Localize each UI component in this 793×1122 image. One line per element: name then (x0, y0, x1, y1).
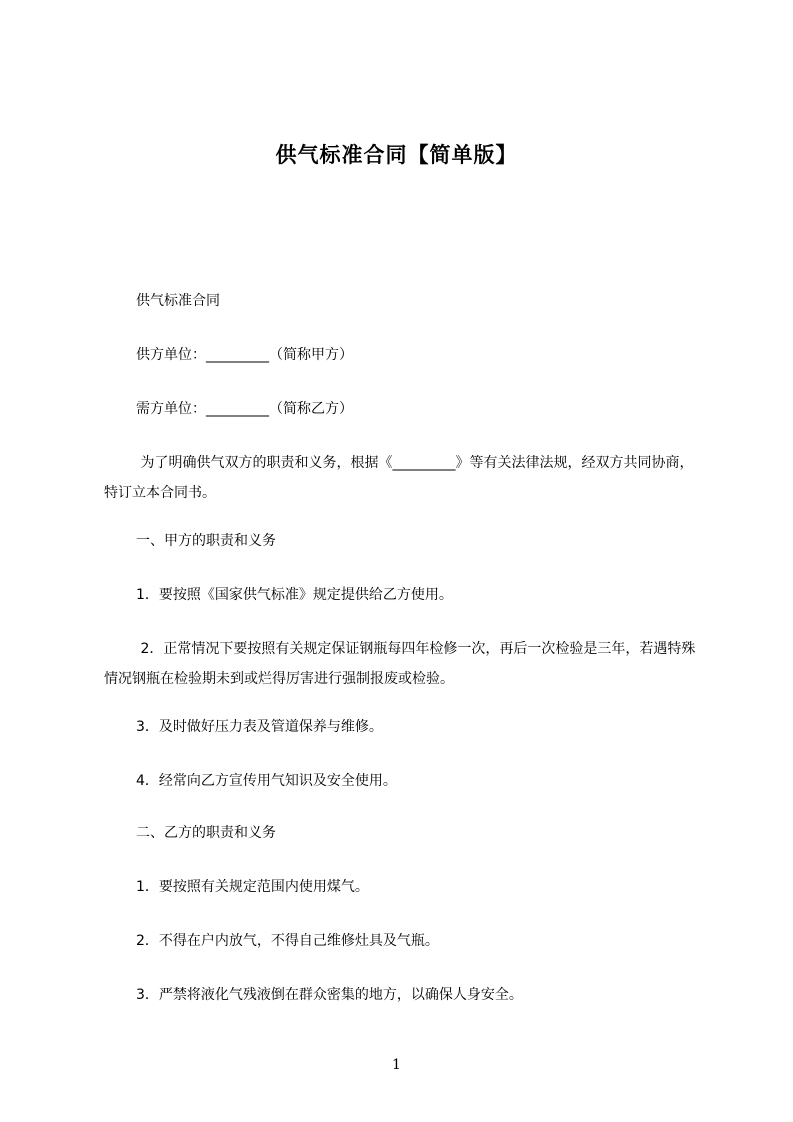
page-number: 1 (392, 1057, 401, 1073)
section-heading-party-b: 二、乙方的职责和义务 (136, 825, 276, 841)
paragraph-supplier: 供方单位：_________（简称甲方） (136, 347, 353, 363)
clause-a-3: 3．及时做好压力表及管道保养与维修。 (136, 719, 383, 735)
paragraph-buyer: 需方单位：_________（简称乙方） (136, 401, 353, 417)
document-title: 供气标准合同【简单版】 (275, 143, 518, 167)
section-heading-party-a: 一、甲方的职责和义务 (136, 533, 276, 549)
clause-b-1: 1．要按照有关规定范围内使用煤气。 (136, 879, 369, 895)
paragraph-contract-name: 供气标准合同 (136, 293, 220, 309)
clause-b-2: 2．不得在户内放气，不得自己维修灶具及气瓶。 (136, 933, 439, 949)
clause-a-4: 4．经常向乙方宣传用气知识及安全使用。 (136, 773, 397, 789)
clause-a-2: 2．正常情况下要按照有关规定保证钢瓶每四年检修一次，再后一次检验是三年，若遇特殊情况钢瓶在检验期未到或烂得厉害进行强制报废或检验。 (104, 641, 696, 687)
clause-a-1: 1．要按照《国家供气标准》规定提供给乙方使用。 (136, 587, 453, 603)
clause-b-3: 3．严禁将液化气残液倒在群众密集的地方，以确保人身安全。 (136, 987, 523, 1003)
paragraph-preamble: 为了明确供气双方的职责和义务，根据《_________》等有关法律法规，经双方共同协商，特订立本合同书。 (104, 455, 694, 501)
